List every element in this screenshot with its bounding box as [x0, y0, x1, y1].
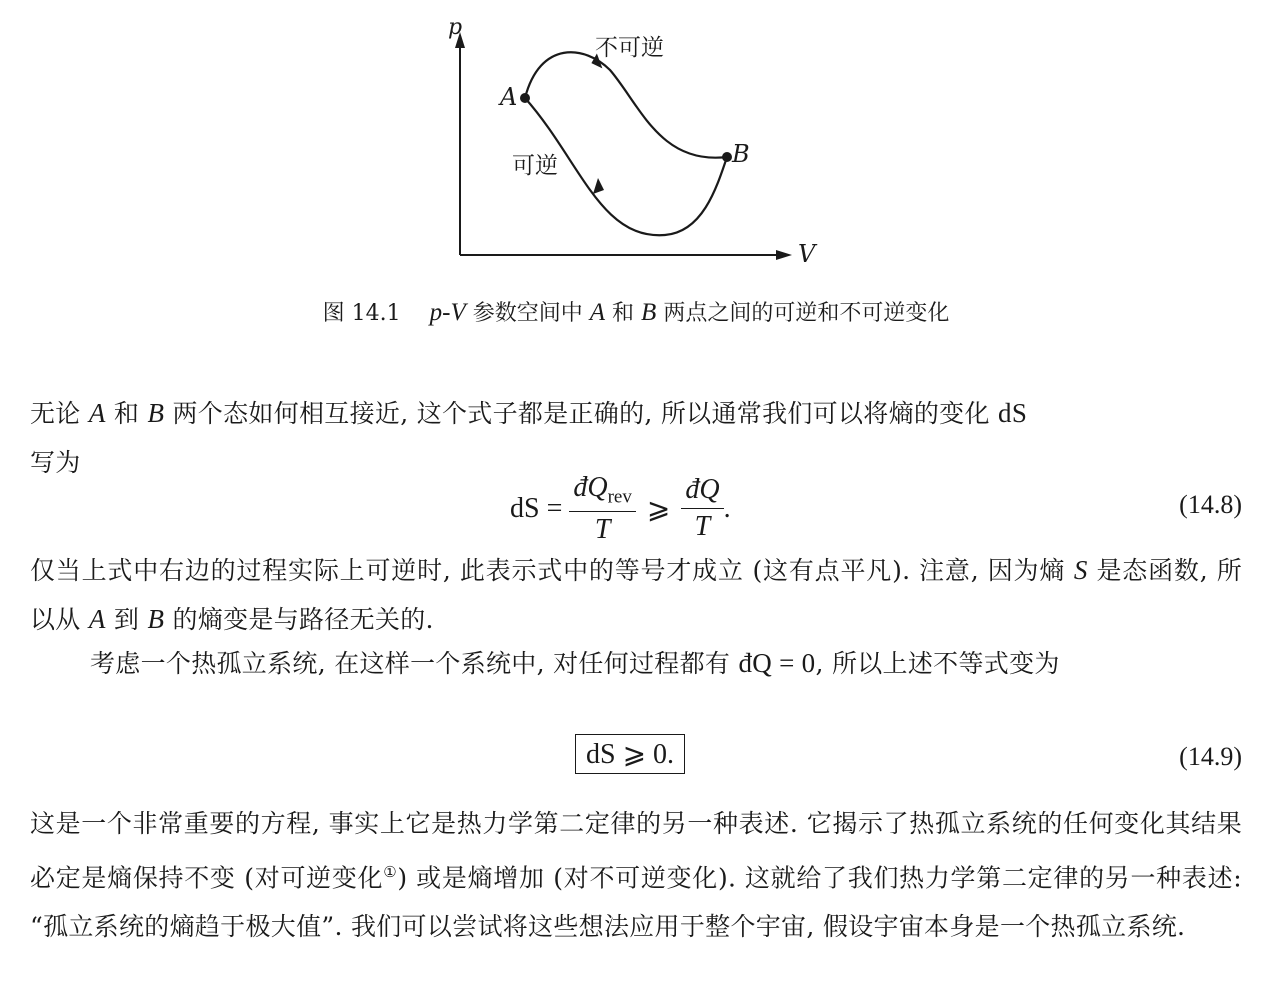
caption-b: B — [641, 299, 657, 326]
figure-caption — [0, 296, 1272, 327]
caption-text-3: 两点之间的可逆和不可逆变化 — [663, 301, 950, 326]
para4-text-1: 这是一个非常重要的方程, 事实上它是热力学第二定律的另一种表述. 它揭示了热孤立系统的任何变化其结果必定是熵保持不变 (对可逆变化 — [30, 809, 1242, 893]
point-b — [722, 152, 732, 162]
reversible-label: 可逆 — [512, 153, 558, 179]
eq148-den2: T — [694, 511, 711, 543]
equation-14-9 — [30, 734, 1242, 780]
eq149-number: (14.9) — [1179, 742, 1242, 771]
eq148-lhs: dS = — [510, 492, 563, 524]
paragraph-4 — [30, 799, 1242, 951]
para1-b: B — [147, 398, 165, 428]
x-axis-label: V — [798, 240, 816, 268]
pv-diagram-figure — [440, 10, 840, 279]
eq148-den1: T — [594, 513, 611, 545]
para2-s: S — [1073, 555, 1088, 585]
eq149-box: dS ⩾ 0. — [575, 734, 685, 774]
x-axis-arrow — [776, 250, 792, 260]
eq148-number: (14.8) — [1179, 490, 1242, 519]
eq148-relation: ⩾ — [646, 493, 671, 525]
irreversible-path — [525, 52, 727, 157]
para2-text-2: 是态函数, 所以从 — [30, 556, 1242, 634]
para2-a: A — [88, 604, 106, 634]
para3-dq: đQ = 0 — [738, 648, 816, 678]
reversible-arrow — [593, 178, 604, 194]
caption-text-1: 参数空间中 — [472, 301, 583, 326]
para2-text-3: 到 — [105, 605, 148, 634]
eq148-num1-sub: rev — [607, 486, 632, 508]
caption-a: A — [589, 299, 606, 326]
irreversible-label: 不可逆 — [595, 35, 664, 61]
point-a — [520, 93, 530, 103]
pv-diagram — [440, 10, 840, 275]
para1-a: A — [88, 398, 106, 428]
paragraph-2 — [30, 546, 1242, 644]
para1-text-4: 写为 — [30, 448, 81, 477]
para1-ds: dS — [998, 398, 1028, 428]
para3-text-2: , 所以上述不等式变为 — [815, 649, 1060, 678]
eq148-fraction-2 — [681, 474, 723, 543]
footnote-marker: ① — [383, 863, 398, 881]
para3-text-1: 考虑一个热孤立系统, 在这样一个系统中, 对任何过程都有 — [90, 649, 739, 678]
caption-math: p-V — [429, 299, 466, 326]
para1-text-2: 和 — [105, 399, 148, 428]
eq148-num1: đQ — [573, 472, 608, 503]
para1-text-3: 两个态如何相互接近, 这个式子都是正确的, 所以通常我们可以将熵的变化 — [164, 399, 999, 428]
equation-14-8 — [30, 472, 1242, 545]
para2-b: B — [147, 604, 165, 634]
para2-text-4: 的熵变是与路径无关的. — [164, 605, 434, 634]
eq148-num2: đQ — [685, 474, 720, 506]
para4-text-2: ) 或是熵增加 (对不可逆变化). 这就给了我们热力学第二定律的另一种表述: “孤立系统的熵趋于极大值”. 我们可以尝试将这些想法应用于整个宇宙, 假设宇宙本身是一个热孤立系统. — [30, 863, 1243, 942]
caption-text-2: 和 — [612, 301, 635, 326]
eq148-fraction-1 — [569, 472, 636, 546]
eq148-end: . — [723, 492, 731, 524]
y-axis-label: p — [448, 15, 463, 40]
point-a-label: A — [500, 83, 518, 111]
point-b-label: B — [732, 140, 750, 168]
paragraph-3 — [30, 639, 1242, 688]
para1-text-1: 无论 — [30, 399, 89, 428]
caption-number: 图 14.1 — [322, 301, 401, 326]
para2-text-1: 仅当上式中右边的过程实际上可逆时, 此表示式中的等号才成立 (这有点平凡). 注意, 因为熵 — [30, 556, 1074, 585]
